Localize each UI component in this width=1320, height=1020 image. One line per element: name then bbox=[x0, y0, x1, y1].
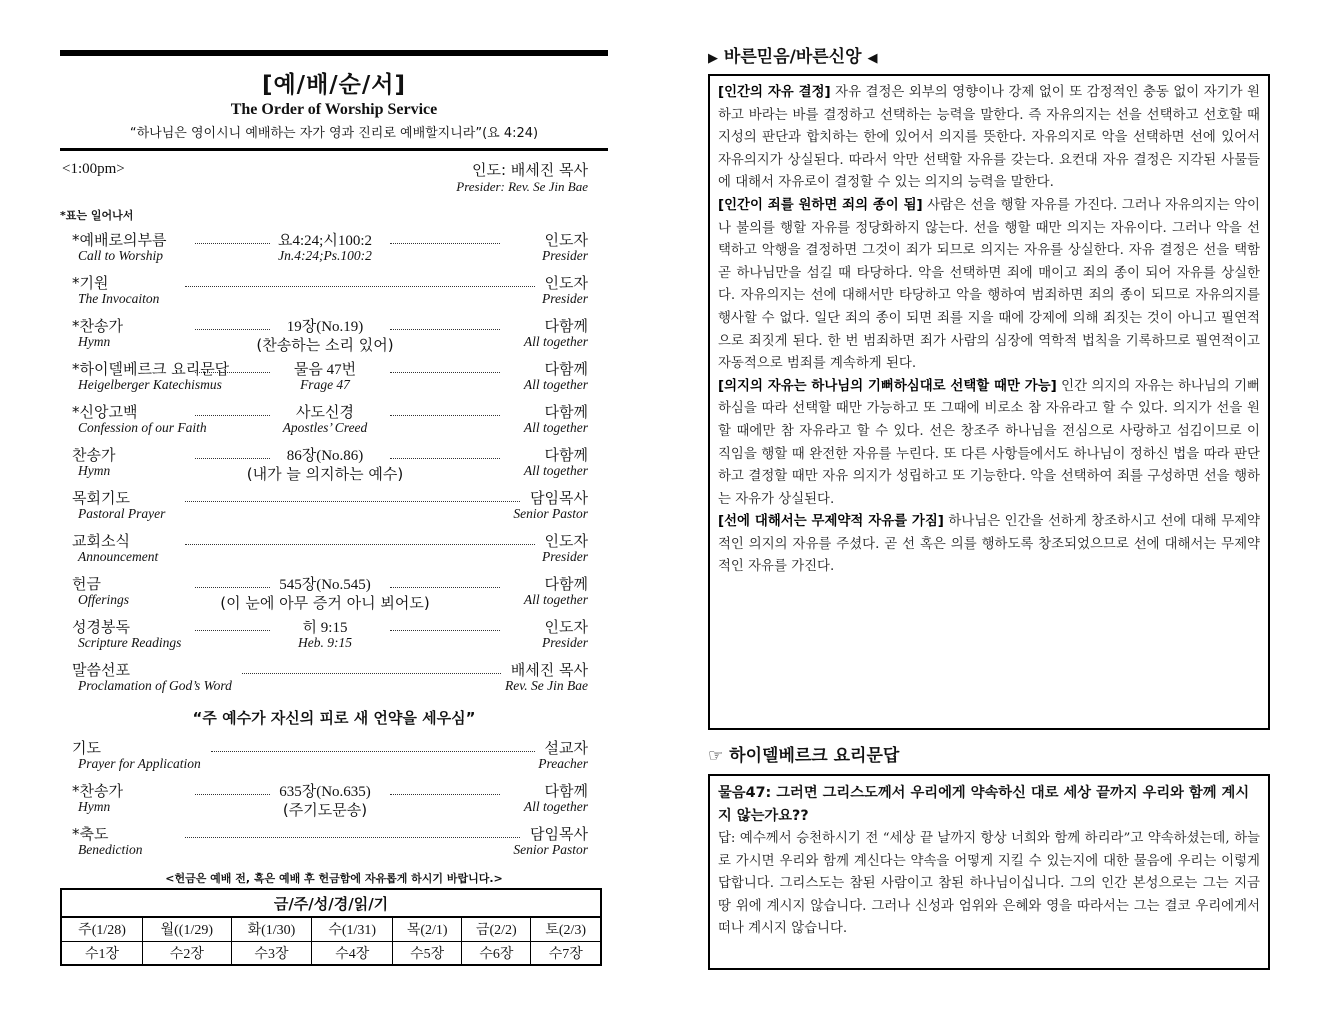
item-title-ko: *축도 bbox=[72, 825, 109, 843]
item-detail-sub: Frage 47 bbox=[300, 377, 350, 392]
leader-dots bbox=[390, 372, 500, 373]
standing-note: *표는 일어나서 bbox=[60, 209, 134, 222]
service-meta bbox=[60, 157, 608, 201]
item-title-en: Prayer for Application bbox=[78, 756, 201, 771]
item-title-ko: *찬송가 bbox=[72, 782, 123, 800]
worship-item bbox=[60, 616, 608, 659]
worship-item bbox=[60, 358, 608, 401]
reading-chapter: 수5장 bbox=[393, 941, 462, 965]
item-detail-sub: (이 눈에 아무 증거 아니 뵈어도) bbox=[220, 594, 430, 612]
item-title-en: Call to Worship bbox=[78, 248, 164, 263]
worship-item bbox=[60, 780, 608, 823]
item-detail: 요4:24;시100:2 bbox=[278, 233, 372, 249]
catechism-box bbox=[708, 774, 1270, 970]
play-arrow-icon: ▶ bbox=[708, 51, 718, 66]
faith-paragraph-text: 하나님은 인간을 선하게 창조하시고 선에 대해 무제약적인 의지의 자유를 주셨다. 곧 선 혹은 의를 행하도록 창조되었으므로 선에 대해서는 무제약적인 자유를 가진다. bbox=[718, 514, 1260, 575]
item-detail-sub: Apostles’ Creed bbox=[282, 420, 368, 435]
faith-paragraph-text: 자유 결정은 외부의 영향이나 강제 없이 또 감정적인 충동 없이 자기가 원하고 바라는 바를 결정하고 선택하는 능력을 말한다. 즉 자유의지는 선을 선택하고 선호할 때 지성의 판단과 합치하는 한에 있어서 의지를 뜻한다. 자유의지로 악을 선택하면 선에 있어서 자유의지가 상실된다. 따라서 악만 선택할 자유를 갖는다. 요컨대 자유 결정은 지각된 사물들에 대해서 자유로이 결정할 수 있는 의지의 능력을 말한다. bbox=[718, 85, 1260, 191]
item-title-en: Announcement bbox=[78, 549, 159, 564]
item-title-en: Scripture Readings bbox=[78, 635, 182, 650]
order-subtitle: The Order of Worship Service bbox=[230, 101, 438, 118]
item-title-ko: 헌금 bbox=[72, 575, 101, 593]
item-leader-en: All together bbox=[523, 592, 588, 607]
service-leader-en: Presider: Rev. Se Jin Bae bbox=[456, 179, 588, 194]
item-leader-en: Presider bbox=[542, 248, 588, 263]
leader-dots bbox=[390, 458, 500, 459]
item-detail-sub: (찬송하는 소리 있어) bbox=[256, 336, 394, 354]
reading-chapter: 수7장 bbox=[531, 941, 601, 965]
sermon-title: “주 예수가 자신의 피로 새 언약을 세우심” bbox=[192, 709, 476, 727]
item-detail: 545장(No.545) bbox=[279, 577, 371, 593]
faith-paragraph bbox=[718, 511, 1260, 579]
item-leader-ko: 담임목사 bbox=[530, 825, 588, 843]
faith-box bbox=[708, 74, 1270, 730]
faith-paragraph bbox=[718, 82, 1260, 195]
item-title-ko: 기도 bbox=[72, 739, 101, 757]
service-leader: 인도: 배세진 목사 bbox=[471, 161, 588, 179]
reading-day: 화(1/30) bbox=[231, 917, 312, 941]
catechism-answer: 답: 예수께서 승천하시기 전 “세상 끝 날까지 항상 너희와 함께 하리라”고 약속하셨는데, 하늘로 가시면 우리와 함께 계신다는 약속을 어떻게 지킬 수 있는지에 대한 물음에 우리는 이렇게 답합니다. 그리스도는 참된 사람이고 참된 하나님이십니다. 그의 인간 본성으로는 그는 지금 땅 위에 계시지 않습니다. 그러나 신성과 엄위와 은혜와 영을 따라서는 그는 결코 우리에게서 떠나 계시지 않습니다. bbox=[718, 831, 1260, 937]
item-leader-en: All together bbox=[523, 377, 588, 392]
item-leader-ko: 인도자 bbox=[544, 231, 588, 249]
order-verse: “하나님은 영이시니 예배하는 자가 영과 진리로 예배할지니라”(요 4:24) bbox=[129, 126, 539, 141]
item-leader-ko: 배세진 목사 bbox=[510, 661, 588, 679]
item-leader-en: Senior Pastor bbox=[513, 506, 588, 521]
reading-day: 수(1/31) bbox=[312, 917, 393, 941]
service-time: <1:00pm> bbox=[62, 161, 125, 177]
item-leader-en: All together bbox=[523, 334, 588, 349]
item-title-ko: 찬송가 bbox=[72, 446, 116, 464]
item-leader-ko: 다함께 bbox=[544, 317, 588, 335]
item-leader-ko: 인도자 bbox=[544, 532, 588, 550]
item-title-en: Heigelberger Katechismus bbox=[78, 377, 222, 392]
reading-chapter: 수2장 bbox=[143, 941, 231, 965]
worship-item bbox=[60, 530, 608, 573]
item-title-en: Confession of our Faith bbox=[78, 420, 207, 435]
item-leader-ko: 인도자 bbox=[544, 274, 588, 292]
item-title-en: Offerings bbox=[78, 592, 130, 607]
worship-item bbox=[60, 659, 608, 702]
reading-chapter: 수3장 bbox=[231, 941, 312, 965]
leader-dots bbox=[195, 243, 270, 244]
item-title-en: Benediction bbox=[78, 842, 143, 857]
item-leader-en: All together bbox=[523, 463, 588, 478]
worship-item bbox=[60, 573, 608, 616]
item-title-ko: *찬송가 bbox=[72, 317, 123, 335]
faith-paragraph-text: 사람은 선을 행할 자유를 가진다. 그러나 자유의지는 악이나 불의를 행할 자유를 정당화하지 않는다. 선을 행할 때만 의지는 자유이다. 그러나 악을 선택하고 악행을 결정하면 그것이 죄가 되므로 의지는 자유를 상실한다. 자유 결정은 선을 택함 곧 하나님만을 섬길 때 타당하다. 악을 선택하면 죄에 매이고 죄의 종이 되어 자유를 상실한다. 자유의지는 선에 대해서만 타당하고 악을 행하여 범죄하면 죄의 종이 되므로 자유의지를 행사할 수 없다. 일단 죄의 종이 되면 죄를 지을 때에 강제에 의해 죄짓는 것이 아니고 필연적으로 죄짓게 된다. 한 번 범죄하면 죄가 사람의 심장에 역학적 법칙을 기록하므로 필연적이고 자동적으로 범죄를 계속하게 된다. bbox=[718, 197, 1260, 372]
item-detail: 히 9:15 bbox=[302, 620, 348, 636]
faith-paragraph-heading: [인간의 자유 결정] bbox=[718, 85, 831, 100]
reading-chapter: 수6장 bbox=[462, 941, 531, 965]
worship-item bbox=[60, 315, 608, 358]
reading-day: 주(1/28) bbox=[61, 917, 143, 941]
weekly-reading-table bbox=[60, 888, 602, 966]
reverse-arrow-icon: ◀ bbox=[867, 51, 878, 66]
worship-item bbox=[60, 272, 608, 315]
item-leader-ko: 다함께 bbox=[544, 575, 588, 593]
leader-dots bbox=[195, 587, 270, 588]
leader-dots bbox=[195, 630, 270, 631]
item-leader-en: Rev. Se Jin Bae bbox=[505, 678, 588, 693]
top-rule bbox=[60, 50, 608, 56]
reading-day: 토(2/3) bbox=[531, 917, 601, 941]
worship-item bbox=[60, 444, 608, 487]
worship-item bbox=[60, 401, 608, 444]
item-title-en: Hymn bbox=[78, 463, 111, 478]
item-leader-ko: 다함께 bbox=[544, 360, 588, 378]
offering-note: <헌금은 예배 전, 혹은 예배 후 헌금함에 자유롭게 하시기 바랍니다.> bbox=[165, 872, 503, 885]
item-detail: 물음 47번 bbox=[293, 362, 357, 378]
faith-paragraph-heading: [의지의 자유는 하나님의 기뻐하심대로 선택할 때만 가능] bbox=[718, 378, 1057, 394]
leader-dots bbox=[390, 243, 500, 244]
item-title-en: The Invocaiton bbox=[78, 291, 160, 306]
item-title-en: Hymn bbox=[78, 799, 111, 814]
item-title-ko: 목회기도 bbox=[72, 489, 130, 507]
leader-dots bbox=[185, 286, 535, 287]
item-leader-ko: 다함께 bbox=[544, 446, 588, 464]
item-detail-sub: (내가 늘 의지하는 예수) bbox=[246, 465, 404, 483]
item-title-ko: 성경봉독 bbox=[72, 618, 130, 636]
worship-item bbox=[60, 737, 608, 780]
item-detail-sub: (주기도문송) bbox=[282, 801, 368, 819]
catechism-heading bbox=[708, 738, 1270, 774]
item-leader-ko: 담임목사 bbox=[530, 489, 588, 507]
item-title-ko: *예배로의부름 bbox=[72, 231, 167, 249]
order-of-worship-page bbox=[60, 50, 608, 980]
leader-dots bbox=[390, 587, 500, 588]
item-leader-en: All together bbox=[523, 799, 588, 814]
item-title-en: Proclamation of God’s Word bbox=[78, 678, 232, 693]
item-detail: 사도신경 bbox=[296, 405, 354, 421]
catechism-heading-text: 하이델베르크 요리문답 bbox=[729, 746, 900, 766]
reading-title: 금/주/성/경/읽/기 bbox=[61, 889, 601, 917]
leader-dots bbox=[195, 329, 270, 330]
pointing-hand-icon: ☞ bbox=[708, 746, 724, 766]
doctrine-page bbox=[708, 40, 1270, 970]
faith-paragraph-heading: [인간이 죄를 원하면 죄의 종이 됨] bbox=[718, 197, 923, 213]
reading-chapter: 수1장 bbox=[61, 941, 143, 965]
worship-item bbox=[60, 229, 608, 272]
title-rule bbox=[60, 148, 608, 151]
leader-dots bbox=[195, 415, 270, 416]
leader-dots bbox=[195, 794, 270, 795]
leader-dots bbox=[195, 458, 270, 459]
faith-paragraph bbox=[718, 195, 1260, 376]
leader-dots bbox=[390, 329, 500, 330]
item-detail: 86장(No.86) bbox=[286, 448, 364, 464]
leader-dots bbox=[185, 837, 520, 838]
item-leader-ko: 설교자 bbox=[544, 739, 588, 757]
order-title: [예/배/순/서] bbox=[261, 72, 407, 98]
faith-heading bbox=[708, 40, 1270, 74]
item-title-ko: 말씀선포 bbox=[72, 661, 130, 679]
item-detail-sub: Jn.4:24;Ps.100:2 bbox=[278, 248, 372, 263]
leader-dots bbox=[211, 751, 535, 752]
item-leader-ko: 인도자 bbox=[544, 618, 588, 636]
item-title-ko: *기원 bbox=[72, 274, 109, 292]
leader-dots bbox=[390, 794, 500, 795]
faith-paragraph bbox=[718, 376, 1260, 512]
worship-items-after-sermon bbox=[60, 737, 608, 866]
reading-chapter: 수4장 bbox=[312, 941, 393, 965]
leader-dots bbox=[390, 415, 500, 416]
worship-item bbox=[60, 487, 608, 530]
item-title-ko: 교회소식 bbox=[72, 532, 130, 550]
item-detail: 635장(No.635) bbox=[279, 784, 371, 800]
item-leader-en: Presider bbox=[542, 549, 588, 564]
item-detail: 19장(No.19) bbox=[286, 319, 364, 335]
leader-dots bbox=[242, 673, 501, 674]
item-title-ko: *신앙고백 bbox=[72, 403, 138, 421]
item-leader-en: All together bbox=[523, 420, 588, 435]
item-title-ko: *하이델베르크 요리문답 bbox=[72, 360, 230, 378]
item-title-en: Hymn bbox=[78, 334, 111, 349]
catechism-question: 물음47: 그러면 그리스도께서 우리에게 약속하신 대로 세상 끝까지 우리와 함께 계시지 않는가요?? bbox=[718, 785, 1250, 824]
leader-dots bbox=[185, 501, 520, 502]
item-leader-en: Presider bbox=[542, 291, 588, 306]
reading-day: 금(2/2) bbox=[462, 917, 531, 941]
item-leader-ko: 다함께 bbox=[544, 782, 588, 800]
faith-paragraph-heading: [선에 대해서는 무제약적 자유를 가짐] bbox=[718, 514, 944, 530]
faith-paragraph-text: 인간 의지의 자유는 하나님의 기뻐하심을 따라 선택할 때만 가능하고 또 그때에 비로소 참 자유라고 할 수 있다. 의지가 선을 원할 때에만 참 자유라고 할 수 있다. 선은 창조주 하나님을 전심으로 사랑하고 섬김이므로 이 직임을 행할 때 완전한 자유를 누린다. 또 다른 사항들에서도 하나님이 정하신 법을 따라 판단하고 결정할 때만 자유 의지가 성립하고 또 기능한다. 악을 선택하여 죄를 구성하면 선을 행하는 자유가 상실된다. bbox=[718, 378, 1260, 507]
faith-heading-text: 바른믿음/바른신앙 bbox=[723, 47, 862, 67]
item-detail-sub: Heb. 9:15 bbox=[298, 635, 352, 650]
leader-dots bbox=[185, 544, 535, 545]
item-leader-en: Presider bbox=[542, 635, 588, 650]
item-leader-ko: 다함께 bbox=[544, 403, 588, 421]
reading-day: 월((1/29) bbox=[143, 917, 231, 941]
item-title-en: Pastoral Prayer bbox=[78, 506, 166, 521]
reading-day: 목(2/1) bbox=[393, 917, 462, 941]
item-leader-en: Preacher bbox=[538, 756, 588, 771]
item-leader-en: Senior Pastor bbox=[513, 842, 588, 857]
worship-items bbox=[60, 229, 608, 702]
worship-item bbox=[60, 823, 608, 866]
leader-dots bbox=[195, 372, 270, 373]
leader-dots bbox=[390, 630, 500, 631]
